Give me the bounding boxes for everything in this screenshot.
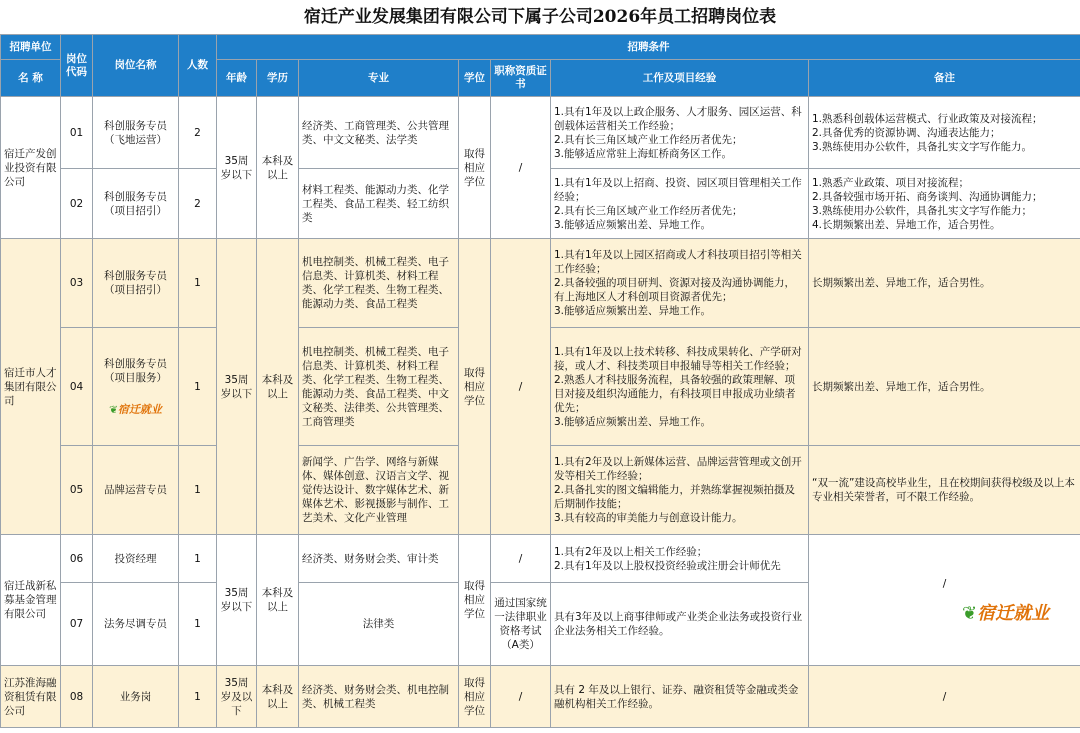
header-edu: 学历 [257, 60, 299, 97]
text-line: 2.具有1年及以上股权投资经验或注册会计师优先 [554, 559, 781, 572]
unit-name: 江苏淮海融资租赁有限公司 [1, 666, 61, 728]
text-line: 1.具有1年及以上政企服务、人才服务、园区运营、科创载体运营相关工作经验； [554, 105, 802, 132]
text-line: 1.具有1年及以上园区招商或人才科技项目招引等相关工作经验； [554, 249, 802, 275]
text-line: 2.具有长三角区域产业工作经历者优先； [554, 204, 743, 217]
post-code: 03 [61, 239, 93, 328]
text-line: 长期频繁出差、异地工作，适合男性。 [812, 277, 991, 289]
age-requirement: 35周岁以下 [217, 535, 257, 666]
age-requirement: 35周岁及以下 [217, 666, 257, 728]
cert-requirement: / [491, 535, 551, 583]
header-degree: 学位 [459, 60, 491, 97]
text-line: / [942, 578, 947, 590]
degree-requirement: 取得相应学位 [459, 97, 491, 239]
table-row [1, 535, 1080, 583]
header-conditions: 招聘条件 [217, 35, 1080, 60]
major-requirement: 法律类 [299, 583, 459, 666]
post-count: 2 [179, 97, 217, 169]
major-requirement: 机电控制类、机械工程类、电子信息类、计算机类、材料工程类、化学工程类、生物工程类、能源动力类、食品工程类 [299, 239, 459, 328]
header-age: 年龄 [217, 60, 257, 97]
watermark-logo [96, 403, 175, 417]
degree-requirement: 取得相应学位 [459, 239, 491, 535]
table-row [1, 239, 1080, 328]
cert-requirement: 通过国家统一法律职业资格考试（A类） [491, 583, 551, 666]
post-name: 法务尽调专员 [93, 583, 179, 666]
remark [809, 97, 1080, 169]
leaf-icon: ❦ [109, 403, 118, 416]
post-code: 05 [61, 446, 93, 535]
unit-name: 宿迁产发创业投资有限公司 [1, 97, 61, 239]
text-line: 3.能够适应常驻上海虹桥商务区工作。 [554, 147, 733, 160]
major-requirement: 材料工程类、能源动力类、化学工程类、食品工程类、轻工纺织类 [299, 169, 459, 239]
text-line: 3.具有较高的审美能力与创意设计能力。 [554, 512, 743, 524]
header-unit-top: 招聘单位 [1, 35, 61, 60]
text-line: 3.熟练使用办公软件，具备扎实文字写作能力。 [812, 140, 1033, 153]
age-requirement: 35周岁以下 [217, 239, 257, 535]
post-name: 科创服务专员（项目招引） [93, 239, 179, 328]
text-line: 2.具备扎实的图文编辑能力，并熟练掌握视频拍摄及后期制作技能； [554, 484, 796, 510]
exp-requirement [551, 535, 809, 583]
post-count: 1 [179, 328, 217, 446]
text-line: “双一流”建设高校毕业生，且在校期间获得校级及以上本专业相关荣誉者，可不限工作经验。 [812, 477, 1075, 503]
text-line: 1.具有1年及以上招商、投资、园区项目管理相关工作经验； [554, 176, 802, 203]
age-requirement: 35周岁以下 [217, 97, 257, 239]
text-line: 2.具备较强市场开拓、商务谈判、沟通协调能力； [812, 190, 1043, 203]
header-count: 人数 [179, 35, 217, 97]
post-name: 投资经理 [93, 535, 179, 583]
edu-requirement: 本科及以上 [257, 239, 299, 535]
watermark-text: 宿迁就业 [117, 402, 162, 416]
text-line: 1.熟悉科创载体运营模式、行业政策及对接流程； [812, 112, 1043, 125]
post-count: 1 [179, 666, 217, 728]
post-count: 1 [179, 583, 217, 666]
post-name: 科创服务专员（飞地运营） [93, 97, 179, 169]
post-code: 06 [61, 535, 93, 583]
major-requirement: 机电控制类、机械工程类、电子信息类、计算机类、材料工程类、化学工程类、生物工程类、能源动力类、食品工程类、中文文秘类、法律类、公共管理类、工商管理类 [299, 328, 459, 446]
header-exp: 工作及项目经验 [551, 60, 809, 97]
remark [809, 169, 1080, 239]
header-unit-bottom: 名 称 [1, 60, 61, 97]
post-name-cell [93, 328, 179, 446]
exp-requirement [551, 328, 809, 446]
watermark-logo-large [812, 603, 1077, 624]
major-requirement: 经济类、财务财会类、审计类 [299, 535, 459, 583]
major-requirement: 经济类、财务财会类、机电控制类、机械工程类 [299, 666, 459, 728]
text-line: 1.熟悉产业政策、项目对接流程； [812, 176, 970, 189]
unit-name: 宿迁战新私募基金管理有限公司 [1, 535, 61, 666]
text-line: 3.熟练使用办公软件，具备扎实文字写作能力； [812, 204, 1033, 217]
text-line: 长期频繁出差、异地工作，适合男性。 [812, 380, 991, 393]
exp-requirement [551, 666, 809, 728]
text-line: 具有 2 年及以上银行、证券、融资租赁等金融或类金融机构相关工作经验。 [554, 683, 799, 710]
edu-requirement: 本科及以上 [257, 535, 299, 666]
edu-requirement: 本科及以上 [257, 97, 299, 239]
remark [809, 666, 1080, 728]
unit-name: 宿迁市人才集团有限公司 [1, 239, 61, 535]
text-line: 1.具有2年及以上新媒体运营、品牌运营管理或文创开发等相关工作经验； [554, 456, 802, 482]
text-line: 4.长期频繁出差、异地工作，适合男性。 [812, 218, 1001, 231]
post-name: 科创服务专员（项目服务） [104, 357, 167, 384]
post-count: 1 [179, 239, 217, 328]
post-code: 07 [61, 583, 93, 666]
text-line: 具有3年及以上商事律师或产业类企业法务或投资行业企业法务相关工作经验。 [554, 611, 803, 637]
text-line: 1.具有2年及以上相关工作经验； [554, 545, 708, 558]
cert-requirement: / [491, 239, 551, 535]
post-name: 科创服务专员（项目招引） [93, 169, 179, 239]
exp-requirement [551, 97, 809, 169]
exp-requirement [551, 446, 809, 535]
text-line: 3.能够适应频繁出差、异地工作。 [554, 415, 712, 428]
text-line: 3.能够适应频繁出差、异地工作。 [554, 305, 712, 317]
recruitment-table [0, 34, 1080, 728]
post-code: 04 [61, 328, 93, 446]
post-code: 02 [61, 169, 93, 239]
header-major: 专业 [299, 60, 459, 97]
exp-requirement [551, 583, 809, 666]
header-code: 岗位代码 [61, 35, 93, 97]
post-name: 业务岗 [93, 666, 179, 728]
post-count: 1 [179, 446, 217, 535]
text-line: 2.熟悉人才科技服务流程，具备较强的政策理解、项目对接及组织沟通能力，有科技项目申报成功业绩者优先； [554, 373, 796, 414]
cert-requirement: / [491, 97, 551, 239]
leaf-icon: ❦ [961, 603, 978, 624]
text-line: 2.具有长三角区域产业工作经历者优先； [554, 133, 743, 146]
text-line: 2.具备较强的项目研判、资源对接及沟通协调能力，有上海地区人才科创项目资源者优先； [554, 277, 796, 303]
degree-requirement: 取得相应学位 [459, 666, 491, 728]
page-title: 宿迁产业发展集团有限公司下属子公司2026年员工招聘岗位表 [303, 7, 777, 27]
post-name: 品牌运营专员 [93, 446, 179, 535]
header-post-name: 岗位名称 [93, 35, 179, 97]
post-count: 2 [179, 169, 217, 239]
table-row [1, 666, 1080, 728]
edu-requirement: 本科及以上 [257, 666, 299, 728]
degree-requirement: 取得相应学位 [459, 535, 491, 666]
header-remark: 备注 [809, 60, 1080, 97]
post-code: 01 [61, 97, 93, 169]
exp-requirement [551, 239, 809, 328]
text-line: 1.具有1年及以上技术转移、科技成果转化、产学研对接，或人才、科技类项目申报辅导等相关工作经验； [554, 345, 802, 372]
remark [809, 239, 1080, 328]
major-requirement: 新闻学、广告学、网络与新媒体、媒体创意、汉语言文学、视觉传达设计、数字媒体艺术、新媒体艺术、影视摄影与制作、工艺美术、文化产业管理 [299, 446, 459, 535]
remark-cell [809, 535, 1080, 666]
exp-requirement [551, 169, 809, 239]
text-line: / [942, 690, 947, 703]
cert-requirement: / [491, 666, 551, 728]
text-line: 3.能够适应频繁出差、异地工作。 [554, 218, 712, 231]
header-cert: 职称资质证书 [491, 60, 551, 97]
post-code: 08 [61, 666, 93, 728]
watermark-text: 宿迁就业 [977, 603, 1050, 624]
major-requirement: 经济类、工商管理类、公共管理类、中文文秘类、法学类 [299, 97, 459, 169]
remark [812, 577, 1077, 591]
text-line: 2.具备优秀的资源协调、沟通表达能力； [812, 126, 1001, 139]
remark [809, 328, 1080, 446]
post-count: 1 [179, 535, 217, 583]
table-row [1, 97, 1080, 169]
remark [809, 446, 1080, 535]
